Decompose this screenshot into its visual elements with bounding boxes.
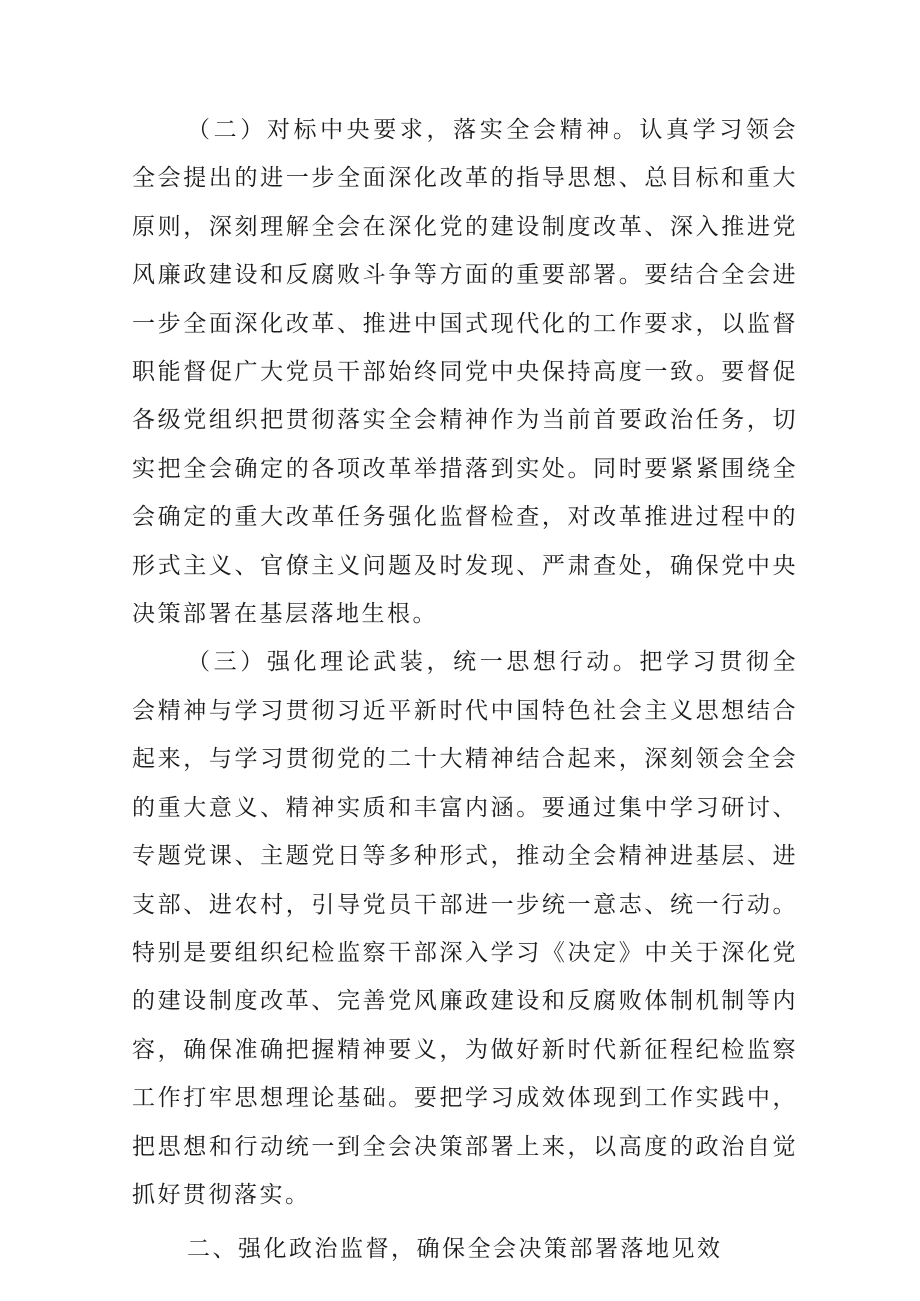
section-heading: 二、强化政治监督，确保全会决策部署落地见效 (187, 1236, 723, 1263)
paragraph-3: （三）强化理论武装，统一思想行动。把学习贯彻全会精神与学习贯彻习近平新时代中国特色社会主义思想结合起来，与学习贯彻党的二十大精神结合起来，深刻领会全会的重大意义、精神实质和丰富内涵。要通过集中学习研讨、专题党课、主题党日等多种形式，推动全会精神进基层、进支部、进农村，引导党员干部进一步统一意志、统一行动。特别是要组织纪检监察干部深入学习《决定》中关于深化党的建设制度改革、完善党风廉政建设和反腐败体制机制等内容，确保准确把握精神要义，为做好新时代新征程纪检监察工作打牢思想理论基础。要把学习成效体现到工作实践中，把思想和行动统一到全会决策部署上来，以高度的政治自觉抓好贯彻落实。 (132, 649, 798, 1208)
paragraph-2: （二）对标中央要求，落实全会精神。认真学习领会全会提出的进一步全面深化改革的指导思想、总目标和重大原则，深刻理解全会在深化党的建设制度改革、深入推进党风廉政建设和反腐败斗争等方面的重要部署。要结合全会进一步全面深化改革、推进中国式现代化的工作要求，以监督职能督促广大党员干部始终同党中央保持高度一致。要督促各级党组织把贯彻落实全会精神作为当前首要政治任务，切实把全会确定的各项改革举措落到实处。同时要紧紧围绕全会确定的重大改革任务强化监督检查，对改革推进过程中的形式主义、官僚主义问题及时发现、严肃查处，确保党中央决策部署在基层落地生根。 (132, 117, 798, 628)
